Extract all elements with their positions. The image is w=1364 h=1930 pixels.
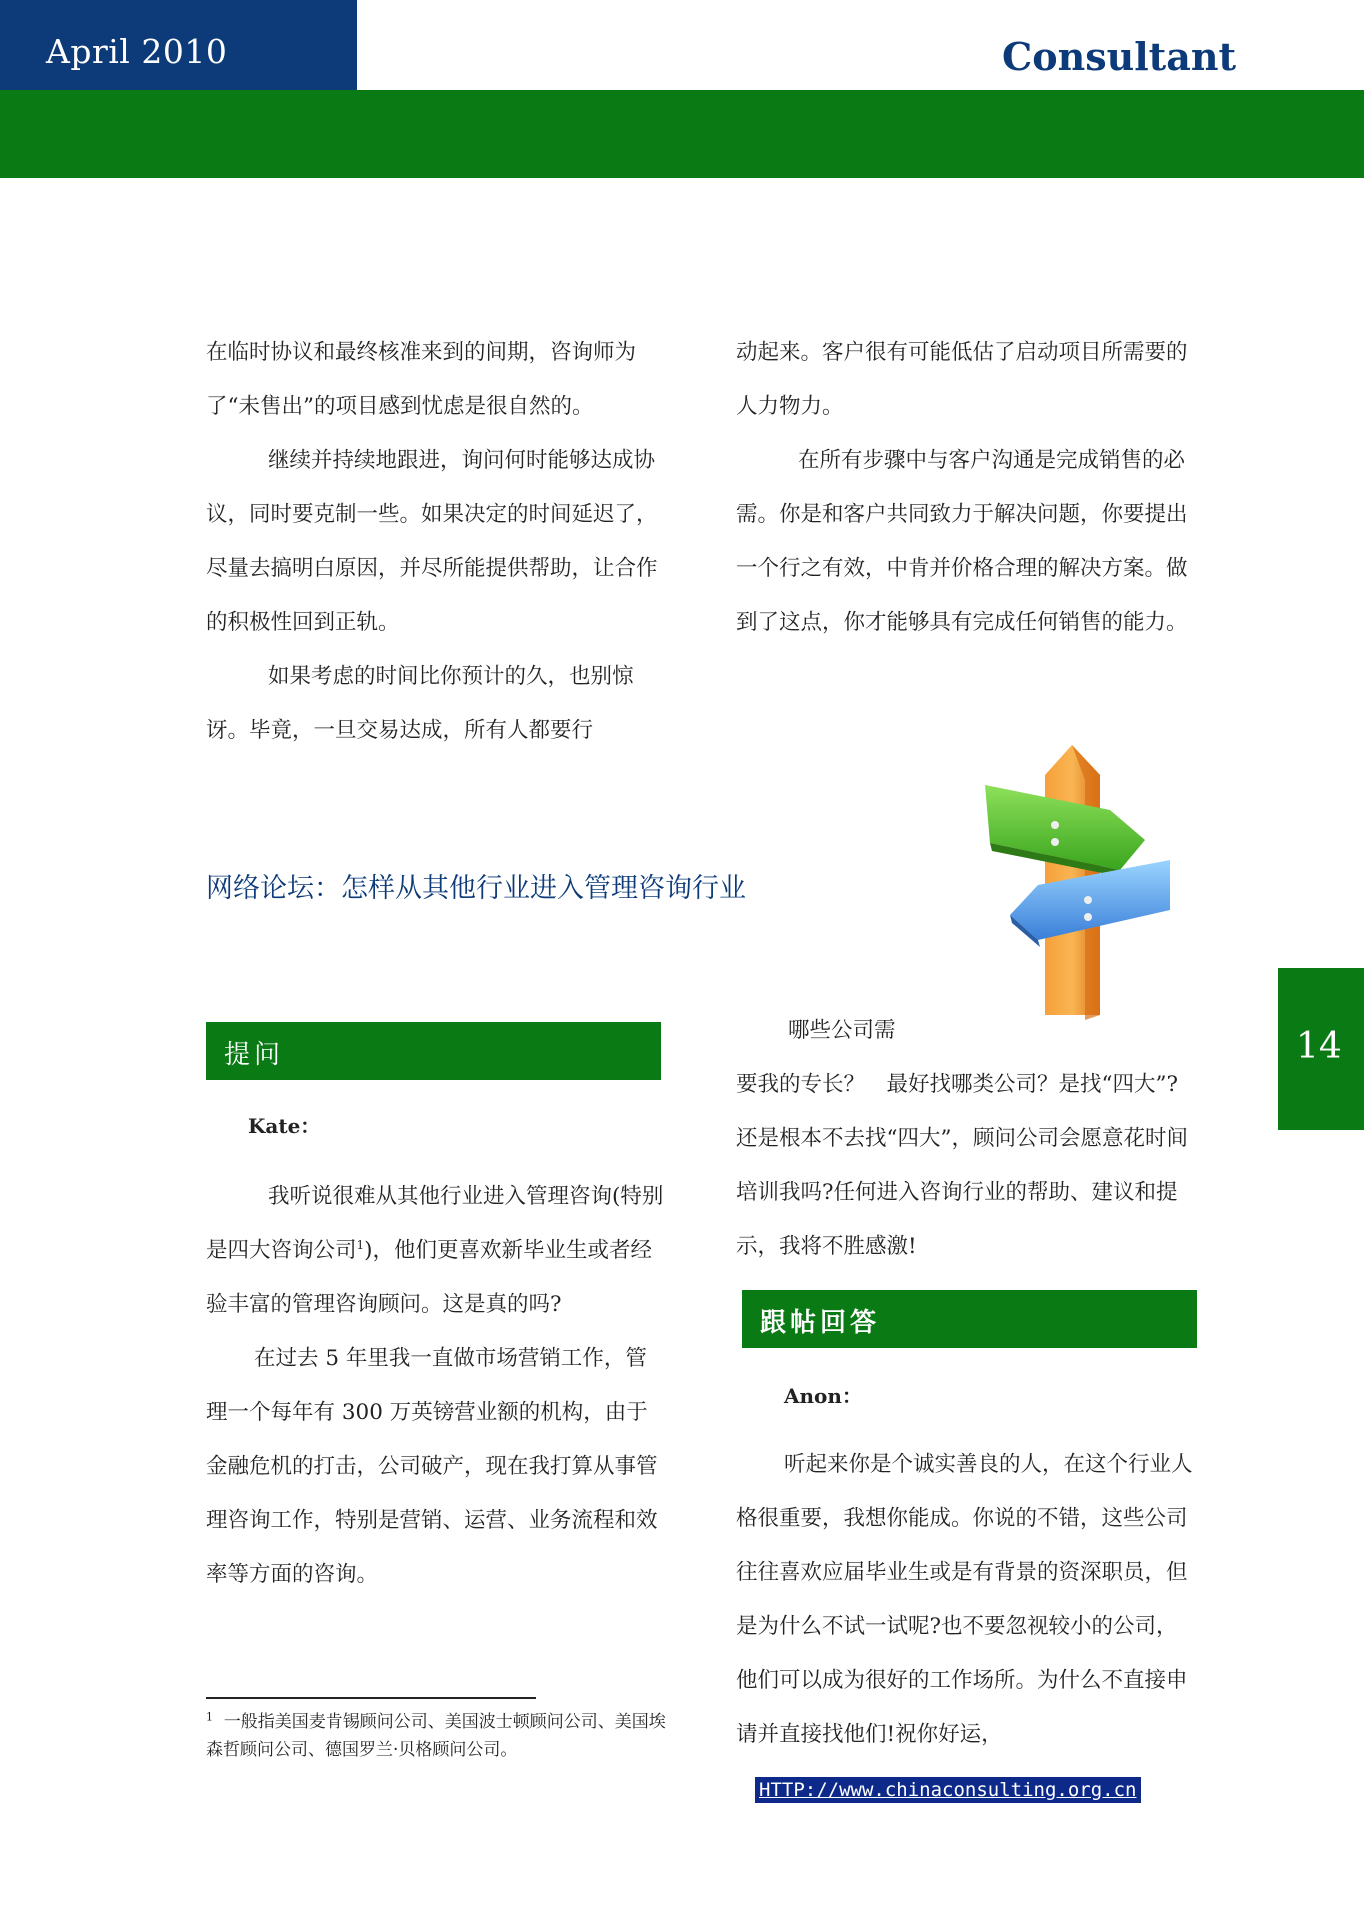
footnote-ref[interactable]: 1 bbox=[356, 1237, 365, 1252]
signpost-illustration bbox=[980, 745, 1180, 1025]
paragraph: 在所有步骤中与客户沟通是完成销售的必需。你是和客户共同致力于解决问题，你要提出一个行之有效，中肯并价格合理的解决方案。做到了这点，你才能够具有完成任何销售的能力。 bbox=[736, 448, 1188, 635]
question-column bbox=[206, 1170, 668, 1602]
page-number: 14 bbox=[1296, 1026, 1342, 1067]
section-title: 网络论坛：怎样从其他行业进入管理咨询行业 bbox=[206, 873, 746, 904]
question-continued-first: 哪些公司需 bbox=[788, 1018, 896, 1043]
page-header bbox=[0, 0, 1364, 178]
footnote bbox=[206, 1708, 676, 1764]
footnote-mark: 1 bbox=[206, 1710, 213, 1724]
footnote-text: 一般指美国麦肯锡顾问公司、美国波士顿顾问公司、美国埃森哲顾问公司、德国罗兰·贝格顾问公司。 bbox=[206, 1712, 666, 1760]
reply-paragraph: 听起来你是个诚实善良的人，在这个行业人格很重要，我想你能成。你说的不错，这些公司往往喜欢应届毕业生或是有背景的资深职员，但是为什么不试一试呢?也不要忽视较小的公司，他们可以成为很好的工作场所。为什么不直接申请并直接找他们!祝你好运， bbox=[736, 1452, 1193, 1747]
intro-column-left bbox=[206, 326, 668, 758]
reply-column bbox=[736, 1438, 1198, 1762]
question-paragraph: 在过去 5 年里我一直做市场营销工作，管理一个每年有 300 万英镑营业额的机构，由于金融危机的打击，公司破产，现在我打算从事管理咨询工作，特别是营销、运营、业务流程和效率等方面的咨询。 bbox=[206, 1346, 658, 1587]
footnote-divider bbox=[206, 1697, 536, 1699]
reply-heading-bar bbox=[742, 1290, 1197, 1348]
question-paragraph bbox=[206, 1170, 668, 1332]
header-band bbox=[0, 90, 1364, 178]
question-author: Kate： bbox=[248, 1114, 321, 1138]
paragraph: 继续并持续地跟进，询问何时能够达成协议，同时要克制一些。如果决定的时间延迟了，尽量去搞明白原因，并尽所能提供帮助，让合作的积极性回到正轨。 bbox=[206, 448, 658, 635]
question-heading: 提问 bbox=[224, 1040, 285, 1070]
paragraph: 动起来。客户很有可能低估了启动项目所需要的人力物力。 bbox=[736, 340, 1188, 419]
question-heading-bar bbox=[206, 1022, 661, 1080]
question-text: 我听说很难从其他行业进入管理咨询(特别是四大咨询公司 bbox=[206, 1184, 664, 1263]
intro-column-right bbox=[736, 326, 1198, 650]
magazine-title: Consultant bbox=[1002, 34, 1237, 79]
issue-date: April 2010 bbox=[46, 32, 228, 71]
question-text: )，他们更喜欢新毕业生或者经验丰富的管理咨询顾问。这是真的吗? bbox=[206, 1238, 653, 1317]
paragraph: 在临时协议和最终核准来到的间期，咨询师为了“未售出”的项目感到忧虑是很自然的。 bbox=[206, 340, 637, 419]
reply-author: Anon： bbox=[784, 1384, 862, 1408]
question-continued bbox=[736, 1004, 1198, 1274]
paragraph: 如果考虑的时间比你预计的久，也别惊讶。毕竟，一旦交易达成，所有人都要行 bbox=[206, 664, 634, 743]
question-continued-rest: 要我的专长？ 最好找哪类公司？是找“四大”?还是根本不去找“四大”，顾问公司会愿意花时间培训我吗?任何进入咨询行业的帮助、建议和提示，我将不胜感激! bbox=[736, 1072, 1188, 1259]
reply-heading: 跟帖回答 bbox=[760, 1308, 881, 1338]
website-link[interactable]: HTTP://www.chinaconsulting.org.cn bbox=[755, 1777, 1141, 1803]
